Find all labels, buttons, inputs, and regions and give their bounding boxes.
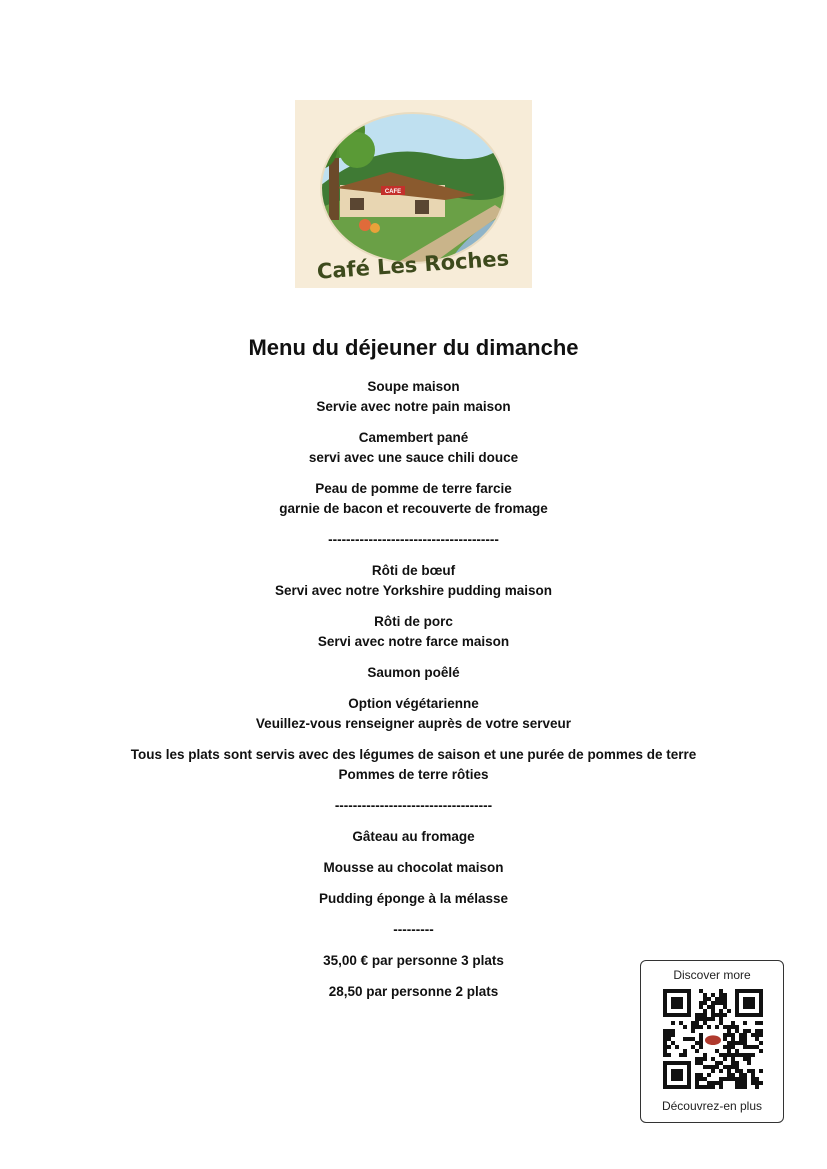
qr-code-icon[interactable] [663, 989, 763, 1089]
menu-item-dessert [0, 889, 827, 909]
item-name: Saumon poêlé [367, 665, 460, 680]
item-description: Servi avec notre farce maison [317, 634, 510, 649]
item-name: Rôti de porc [374, 614, 453, 629]
logo-illustration [295, 100, 532, 288]
menu-item-main [0, 612, 827, 652]
item-name: Soupe maison [367, 379, 460, 394]
item-name: Pudding éponge à la mélasse [318, 891, 509, 906]
item-description: garnie de bacon et recouverte de fromage [279, 501, 548, 516]
qr-code-card[interactable] [640, 960, 784, 1123]
item-name: Mousse au chocolat maison [323, 860, 504, 875]
sides-note [0, 745, 827, 785]
item-description: Servi avec notre Yorkshire pudding maison [274, 583, 553, 598]
sides-line: Tous les plats sont servis avec des légumes de saison et une purée de pommes de terre [130, 747, 697, 762]
section-separator: -------------------------------------- [328, 532, 499, 547]
menu-item-main [0, 561, 827, 601]
section-separator: --------- [393, 922, 434, 937]
item-name: Camembert pané [358, 430, 469, 445]
item-name: Option végétarienne [348, 696, 479, 711]
menu-item-dessert [0, 827, 827, 847]
price-line: 35,00 € par personne 3 plats [323, 953, 504, 968]
logo-wordmark: Café Les Roches [316, 246, 510, 284]
item-name: Gâteau au fromage [352, 829, 475, 844]
qr-bottom-label: Découvrez-en plus [661, 1099, 763, 1113]
menu-body [0, 377, 827, 1013]
sides-line: Pommes de terre rôties [338, 767, 489, 782]
menu-item-main [0, 694, 827, 734]
section-separator: ----------------------------------- [334, 798, 493, 813]
menu-item-main [0, 663, 827, 683]
qr-top-label: Discover more [673, 968, 751, 982]
menu-item-starter [0, 377, 827, 417]
item-name: Rôti de bœuf [371, 563, 456, 578]
cafe-logo [295, 100, 532, 288]
item-description: servi avec une sauce chili douce [308, 450, 519, 465]
menu-item-starter [0, 428, 827, 468]
page-title: Menu du déjeuner du dimanche [248, 335, 579, 360]
item-name: Peau de pomme de terre farcie [315, 481, 512, 496]
item-description: Veuillez-vous renseigner auprès de votre serveur [255, 716, 572, 731]
item-description: Servie avec notre pain maison [316, 399, 511, 414]
logo-sign-text: CAFE [384, 189, 402, 195]
menu-item-dessert [0, 858, 827, 878]
menu-item-starter [0, 479, 827, 519]
price-line: 28,50 par personne 2 plats [328, 984, 499, 999]
